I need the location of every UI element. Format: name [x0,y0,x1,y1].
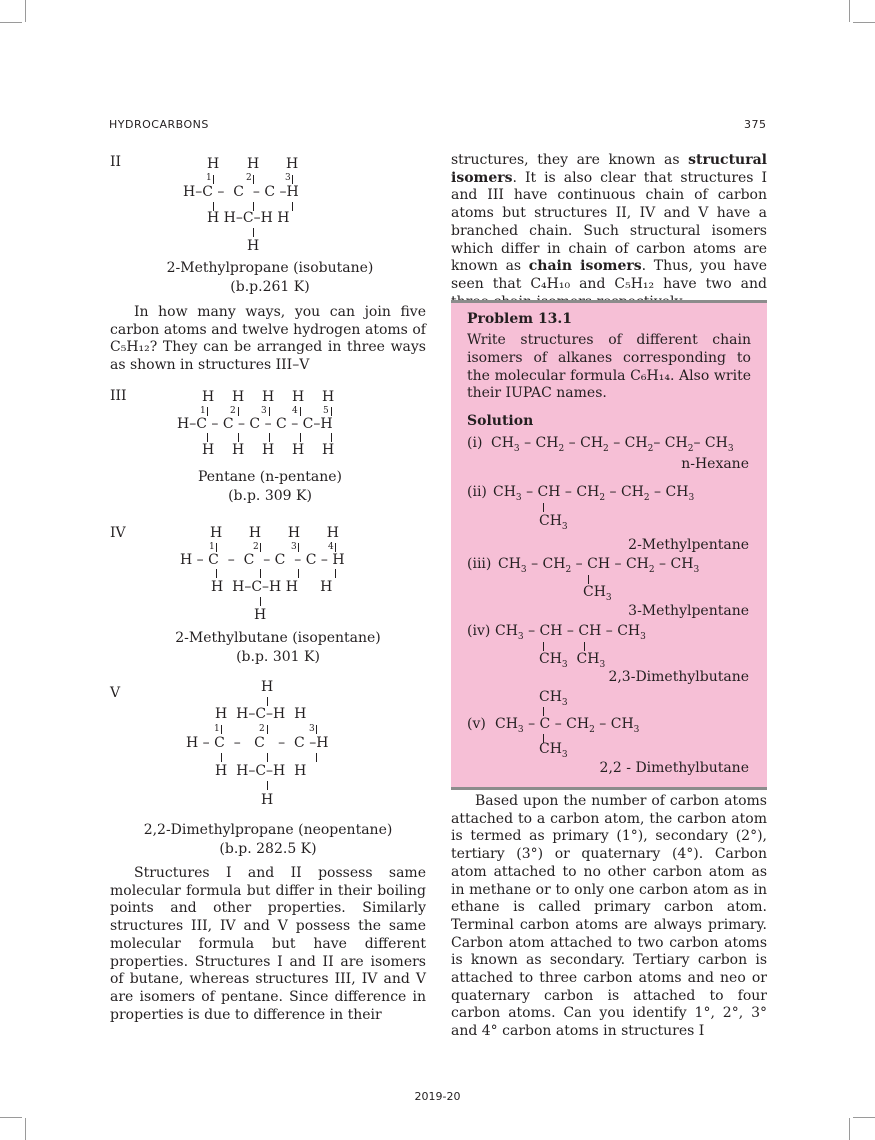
right-paragraph-1 [451,152,767,311]
structure-iii-diagram: H H H H H 1 2 3 4 5 H–C – C – C – C – C–H H H H H H [177,389,335,458]
crop-mark [25,0,26,22]
isomer-i-formula: $CH_3 - CH_2 - CH_2 - CH_2-$ $CH_2-$ $CH_3$ [491,435,734,454]
structure-ii-diagram: H H H 1 2 3 H–C – C – C –H H H–C–H H H [183,156,299,254]
isomer-ii-name: 2-Methylpentane [628,537,749,553]
right-paragraph-1-text-b: . It is also clear that structures I and III have continuous chain of carbon atoms but structures II, IV and V have a branched chain. Such structural isomers which differ in chain of carbon atoms are known as [451,169,767,275]
left-paragraph-1 [110,304,426,375]
structure-v-name: 2,2-Dimethylpropane (neopentane) [143,822,393,838]
structure-ii-bp: (b.p.261 K) [230,279,310,295]
page-number: 375 [744,118,767,131]
structure-iv-bp: (b.p. 301 K) [236,649,320,665]
crop-mark [25,1118,26,1140]
crop-mark [0,1117,22,1118]
isomer-iv-name: 2,3-Dimethylbutane [608,669,749,685]
isomer-v-top-branch: $CH_3$ [539,689,568,708]
structure-iii-caption [140,468,400,506]
isomer-v-bottom-branch: $CH_3$ [539,741,568,760]
isomer-i-number: (i) [467,435,483,451]
isomer-ii-number: (ii) [467,484,487,500]
structure-v-diagram: H H H–C–H H 1 2 3 H – C – C – C –H H H–C–H H H [186,679,329,808]
structure-label-iii: III [110,388,127,404]
isomer-iii-formula: $CH_3 - CH_2$ – CH – $CH_2 - CH_3$ [498,556,700,575]
structure-ii-name: 2-Methylpropane (isobutane) [166,260,374,276]
isomer-v-formula: $CH_3$ – C – $CH_2 - CH_3$ [495,716,640,735]
left-paragraph-2: Structures I and II possess same molecular formula but differ in their boiling points and other properties. Similarly structures III, IV and V possess the same molecular formula but have different properties. Structures I and II are isomers of butane, whereas structures III, IV and V are isomers of pentane. Since difference in properties is due to difference in their [110,865,426,1023]
solution-title: Solution [467,413,534,429]
isomer-iii-number: (iii) [467,556,492,572]
isomer-iii-branch: $CH_3$ [583,584,612,603]
footer-year: 2019-20 [414,1090,461,1103]
isomer-iv-formula: $CH_3$ – CH – CH – $CH_3$ [495,623,646,642]
structure-iv-caption [148,629,408,667]
structure-iii-name: Pentane (n-pentane) [197,469,343,485]
isomer-v-bond-top [543,707,544,716]
problem-text: Write structures of different chain isomers of alkanes corresponding to the molecular formula C₆H₁₄. Also write their IUPAC names. [467,332,751,402]
right-paragraph-2: Based upon the number of carbon atoms attached to a carbon atom, the carbon atom is termed as primary (1°), secondary (2°), tertiary (3°) or quaternary (4°). Carbon atom attached to no other carbon atom as in methane or to only one carbon atom as in ethane is called primary carbon atom. Terminal carbon atoms are always primary. Carbon atom attached to two carbon atoms is known as secondary. Tertiary carbon is attached to three carbon atoms and neo or quaternary carbon is attached to four carbon atoms. Can you identify 1°, 2°, 3° and 4° carbon atoms in structures I [451,793,767,1040]
isomer-iv-number: (iv) [467,623,491,639]
crop-mark [849,1118,850,1140]
structure-v-bp: (b.p. 282.5 K) [219,841,317,857]
structure-v-caption [128,821,408,859]
crop-mark [853,1117,875,1118]
structure-iii-bp: (b.p. 309 K) [228,488,312,504]
left-paragraph-1-formula-text: C₅H₁₂? They can be arranged in three ways as shown in structures III–V [110,339,426,374]
isomer-ii-formula: $CH_3$ – CH – $CH_2 - CH_2 - CH_3$ [493,484,695,503]
problem-title: Problem 13.1 [467,311,573,327]
isomer-ii-bond [543,503,544,512]
isomer-iii-bond [588,575,589,584]
structure-label-v: V [110,685,121,701]
running-title: HYDROCARBONS [109,118,209,131]
crop-mark [853,22,875,23]
structure-label-iv: IV [110,525,126,541]
term-chain-isomers: chain isomers [528,258,642,275]
structure-label-ii: II [110,154,122,170]
problem-box [451,300,767,790]
isomer-i-name: n-Hexane [681,456,749,472]
right-paragraph-1-text-a: structures, they are known as [451,152,680,168]
isomer-iii-name: 3-Methylpentane [628,603,749,619]
isomer-iv-bond-1 [543,642,544,651]
structure-iv-name: 2-Methylbutane (isopentane) [175,630,381,646]
isomer-iv-bond-2 [584,642,585,651]
crop-mark [0,22,22,23]
structure-ii-caption [140,259,400,297]
right-paragraph-1-text-c: . Thus, you have seen that C₄H₁₀ and C₅H₁₂ have two and [451,258,767,292]
left-paragraph-1-text: In how many ways, you can join five carbon atoms and twelve hydrogen atoms of [110,304,426,338]
structure-iv-diagram: H H H H 1 2 3 4 H – C – C – C – C – H H H–C–H H H H [180,525,345,623]
isomer-ii-branch: $CH_3$ [539,513,568,532]
crop-mark [849,0,850,22]
term-structural-isomers: structural isomers [451,152,767,186]
isomer-v-number: (v) [467,716,486,732]
isomer-iv-branch: $CH_3$ $CH_3$ [539,651,606,670]
isomer-v-name: 2,2 - Dimethylbutane [599,760,749,776]
